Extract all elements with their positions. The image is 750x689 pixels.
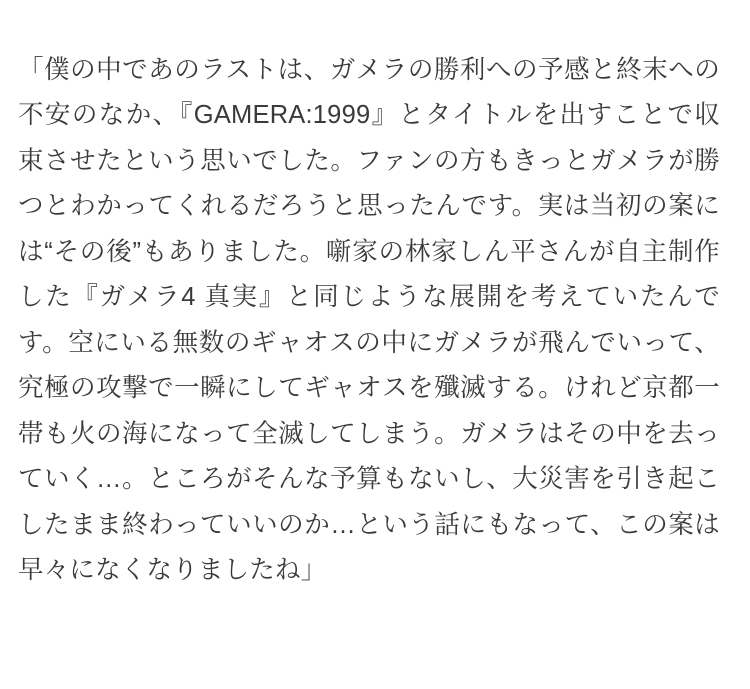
quote-paragraph: 「僕の中であのラストは、ガメラの勝利への予感と終末への不安のなか、『GAMERA:1999』とタイトルを出すことで収束させたという思いでした。ファンの方もきっとガメラが勝つとわかってくれるだろうと思ったんです。実は当初の案には“その後”もありました。噺家の林家しん平さんが自主制作した『ガメラ4 真実』と同じような展開を考えていたんです。空にいる無数のギャオスの中にガメラが飛んでいって、究極の攻撃で一瞬にしてギャオスを殲滅する。けれど京都一帯も火の海になって全滅してしまう。ガメラはその中を去っていく…。ところがそんな予算もないし、大災害を引き起こしたまま終わっていいのか…という話にもなって、この案は早々になくなりましたね」 bbox=[18, 55, 720, 584]
